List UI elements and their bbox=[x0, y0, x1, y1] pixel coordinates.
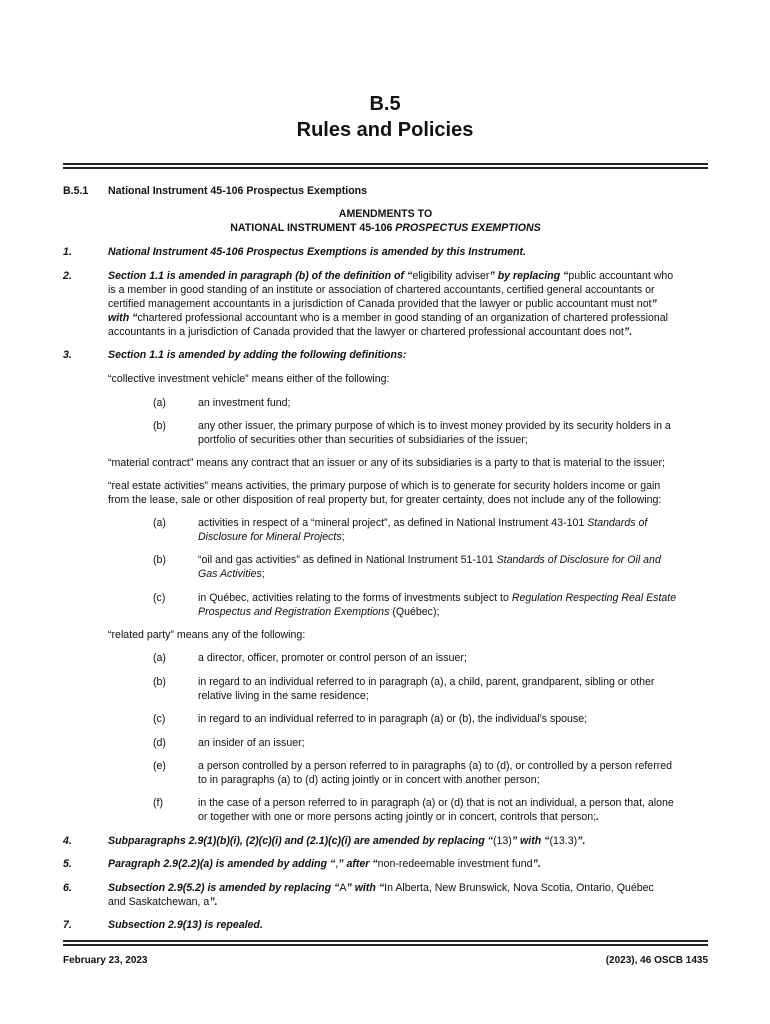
def-civ-a-label: (a) bbox=[153, 397, 166, 409]
def-rp-a-text: a director, officer, promoter or control person of an issuer; bbox=[198, 652, 467, 664]
item-6-part-b: A bbox=[339, 882, 347, 894]
item-6-part-f: ”. bbox=[209, 896, 218, 908]
item-2-part-j: accountants in a jurisdiction of Canada provided that the lawyer or chartered professional accountant does not bbox=[108, 326, 624, 338]
def-rp-b-label: (b) bbox=[153, 676, 166, 688]
def-rp-d-text: an insider of an issuer; bbox=[198, 737, 305, 749]
def-rea-b-italic2: Gas Activities bbox=[198, 568, 262, 580]
footer-rule-bottom bbox=[63, 944, 708, 946]
amendment-title-italic: PROSPECTUS EXEMPTIONS bbox=[395, 222, 541, 234]
item-6-part-d: In Alberta, New Brunswick, Nova Scotia, Ontario, Québec bbox=[384, 882, 654, 894]
item-2-part-k: ”. bbox=[623, 326, 633, 338]
def-civ-b-label: (b) bbox=[153, 420, 166, 432]
item-2-part-d: public accountant who bbox=[568, 270, 674, 282]
item-5-part-e: ”. bbox=[532, 858, 541, 870]
def-rp-d-label: (d) bbox=[153, 737, 166, 749]
def-civ-b-line2: portfolio of securities other than securities of subsidiaries of the issuer; bbox=[198, 434, 528, 446]
item-2-part-g: ” bbox=[651, 298, 657, 310]
def-rea-b-plain: “oil and gas activities” as defined in National Instrument 51-101 bbox=[198, 554, 497, 566]
item-3-number: 3. bbox=[63, 349, 72, 361]
def-rp-f-line2 bbox=[198, 810, 708, 824]
item-4-text bbox=[108, 834, 708, 848]
def-rea-c-plain: in Québec, activities relating to the forms of investments subject to bbox=[198, 592, 512, 604]
item-6-number: 6. bbox=[63, 882, 72, 894]
item-4-part-d: (13.3) bbox=[549, 835, 578, 847]
def-rea-b-plain2: ; bbox=[261, 568, 265, 580]
amendment-title-line1: AMENDMENTS TO bbox=[338, 208, 433, 220]
item-2-line3 bbox=[108, 297, 708, 311]
def-civ-b-line1: any other issuer, the primary purpose of which is to invest money provided by its security holders in a bbox=[198, 420, 671, 432]
item-5-number: 5. bbox=[63, 858, 72, 870]
footer-citation: (2023), 46 OSCB 1435 bbox=[605, 955, 708, 966]
item-2-line1 bbox=[108, 269, 708, 283]
def-rea-c-plain2: (Québec); bbox=[389, 606, 440, 618]
def-material-contract: “material contract” means any contract that an issuer or any of its subsidiaries is a party to that is material to the issuer; bbox=[108, 457, 665, 469]
item-7-number: 7. bbox=[63, 919, 72, 931]
item-2-part-c: ” by replacing “ bbox=[489, 270, 569, 282]
item-2-part-b: eligibility adviser bbox=[412, 270, 490, 282]
def-rp-f-text: or together with one or more persons acting jointly or in concert, controls that person; bbox=[198, 811, 597, 823]
def-rp-e-line1: a person controlled by a person referred to in paragraphs (a) to (d), or controlled by a person referred bbox=[198, 760, 673, 772]
def-rp-c-text: in regard to an individual referred to in paragraph (a) or (b), the individual’s spouse; bbox=[198, 713, 588, 725]
amendment-title-plain: NATIONAL INSTRUMENT 45-106 bbox=[230, 222, 396, 234]
def-rea-line1: “real estate activities” means activities, the primary purpose of which is to generate for security holders income or gain bbox=[108, 480, 661, 492]
header-rule-top bbox=[63, 163, 708, 165]
item-7-text: Subsection 2.9(13) is repealed. bbox=[108, 919, 263, 931]
amendment-title-line2 bbox=[63, 221, 708, 235]
def-rp-b-line2: relative living in the same residence; bbox=[198, 690, 369, 702]
item-6-part-c: ” with “ bbox=[346, 882, 385, 894]
item-3-text: Section 1.1 is amended by adding the following definitions: bbox=[108, 349, 407, 361]
def-civ-a-text: an investment fund; bbox=[198, 397, 291, 409]
item-2-part-h: with “ bbox=[108, 312, 138, 324]
def-rp-c-label: (c) bbox=[153, 713, 166, 725]
item-5-text bbox=[108, 857, 708, 871]
item-2-number: 2. bbox=[63, 270, 72, 282]
subheading-title: National Instrument 45-106 Prospectus Exemptions bbox=[108, 185, 368, 197]
section-number: B.5 bbox=[369, 93, 401, 115]
def-rea-c-line1 bbox=[198, 591, 708, 605]
page-title: Rules and Policies bbox=[296, 119, 474, 141]
item-4-part-a: Subparagraphs 2.9(1)(b)(i), (2)(c)(i) and (2.1)(c)(i) are amended by replacing “ bbox=[108, 835, 493, 847]
item-6-line2 bbox=[108, 895, 708, 909]
subheading-number: B.5.1 bbox=[63, 185, 89, 197]
def-rea-a-italic: Standards of bbox=[587, 517, 648, 529]
def-rea-a-plain2: ; bbox=[341, 531, 345, 543]
def-rp-f-line1: in the case of a person referred to in paragraph (a) or (d) that is not an individual, a person that, alone bbox=[198, 797, 674, 809]
item-2-line5 bbox=[108, 325, 708, 339]
item-5-part-c: ” after “ bbox=[338, 858, 378, 870]
item-6-part-e: and Saskatchewan, a bbox=[108, 896, 210, 908]
def-rea-b-line1 bbox=[198, 553, 708, 567]
footer-date: February 23, 2023 bbox=[63, 955, 148, 966]
def-rp-e-line2: to in paragraphs (a) to (d) acting jointly or in concert with another person; bbox=[198, 774, 540, 786]
item-4-part-e: ”. bbox=[577, 835, 586, 847]
def-rp-e-label: (e) bbox=[153, 760, 166, 772]
def-rea-a-line2 bbox=[198, 530, 708, 544]
item-4-part-c: ” with “ bbox=[511, 835, 550, 847]
item-5-part-a: Paragraph 2.9(2.2)(a) is amended by adding “ bbox=[108, 858, 336, 870]
item-5-part-b: , bbox=[335, 858, 339, 870]
def-rea-a-italic2: Disclosure for Mineral Projects bbox=[198, 531, 342, 543]
def-rp-f-label: (f) bbox=[153, 797, 163, 809]
item-5-part-d: non-redeemable investment fund bbox=[377, 858, 533, 870]
def-rea-b-line2 bbox=[198, 567, 708, 581]
def-rp-a-label: (a) bbox=[153, 652, 166, 664]
def-rea-c-line2 bbox=[198, 605, 708, 619]
item-2-part-i: chartered professional accountant who is a member in good standing of an organization of chartered professional bbox=[137, 312, 669, 324]
def-civ-intro: “collective investment vehicle” means either of the following: bbox=[108, 373, 390, 385]
item-2-line2: is a member in good standing of an institute or association of chartered accountants, certified general accountants or bbox=[108, 284, 655, 296]
def-rea-a-label: (a) bbox=[153, 517, 166, 529]
def-rea-b-label: (b) bbox=[153, 554, 166, 566]
def-rea-c-label: (c) bbox=[153, 592, 166, 604]
header-rule-bottom bbox=[63, 167, 708, 169]
def-rea-a-plain: activities in respect of a “mineral project”, as defined in National Instrument 43-101 bbox=[198, 517, 588, 529]
def-rp-intro: “related party” means any of the following: bbox=[108, 629, 306, 641]
item-1-text: National Instrument 45-106 Prospectus Exemptions is amended by this Instrument. bbox=[108, 246, 526, 258]
def-rea-line2: from the lease, sale or other disposition of real property but, for greater certainty, does not include any of the following: bbox=[108, 494, 662, 506]
def-rp-b-line1: in regard to an individual referred to in paragraph (a), a child, parent, grandparent, sibling or other bbox=[198, 676, 655, 688]
def-rea-c-italic: Regulation Respecting Real Estate bbox=[511, 592, 677, 604]
def-rea-a-line1 bbox=[198, 516, 708, 530]
def-rea-b-italic: Standards of Disclosure for Oil and bbox=[496, 554, 661, 566]
item-6-line1 bbox=[108, 881, 708, 895]
footer-rule-top bbox=[63, 940, 708, 942]
item-2-part-f: certified management accountants in a jurisdiction of Canada provided that the lawyer or public accountant must not bbox=[108, 298, 652, 310]
item-2-line4 bbox=[108, 311, 708, 325]
def-rp-f-end: . bbox=[596, 811, 600, 823]
item-4-part-b: (13) bbox=[492, 835, 512, 847]
item-6-part-a: Subsection 2.9(5.2) is amended by replacing “ bbox=[108, 882, 340, 894]
item-1-number: 1. bbox=[63, 246, 72, 258]
item-4-number: 4. bbox=[63, 835, 72, 847]
item-2-part-a: Section 1.1 is amended in paragraph (b) of the definition of “ bbox=[108, 270, 413, 282]
def-rea-c-italic2: Prospectus and Registration Exemptions bbox=[198, 606, 390, 618]
